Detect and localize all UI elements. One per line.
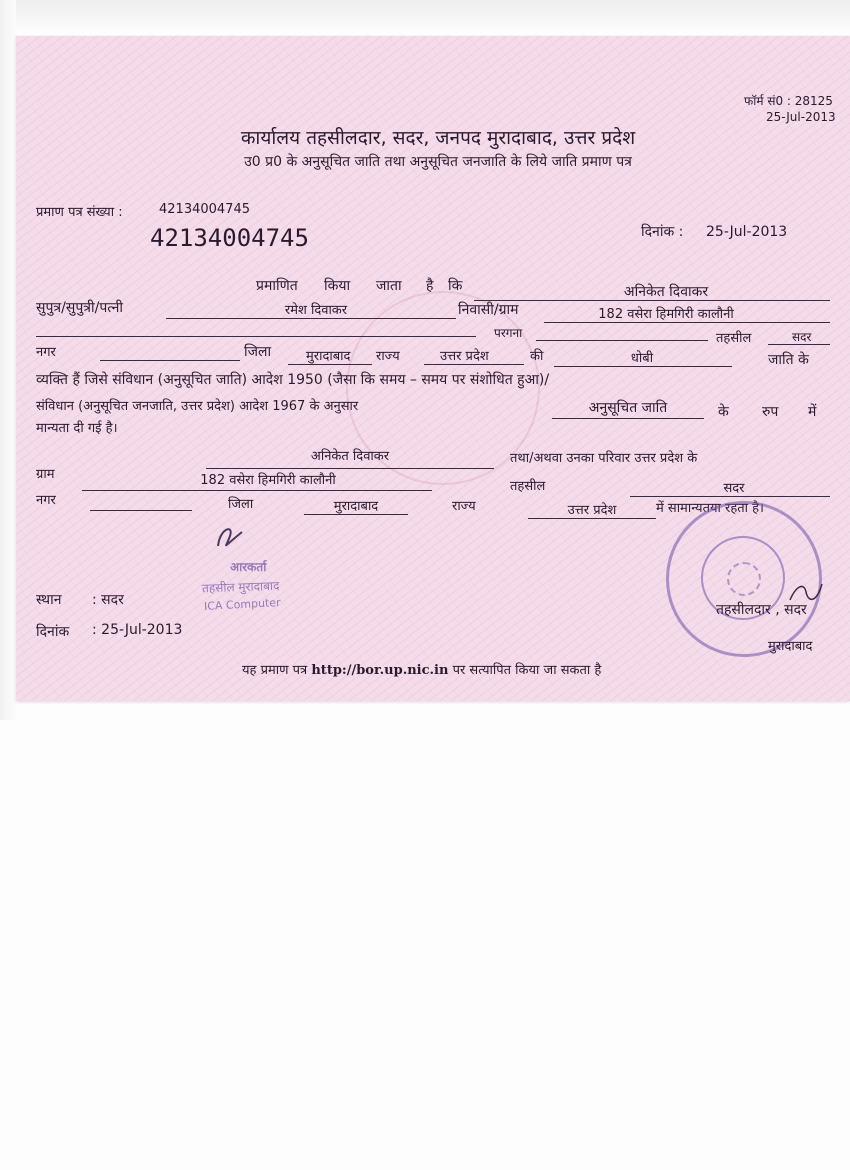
caste-certificate [16, 36, 850, 701]
block2-tehsil: सदर [723, 481, 745, 496]
block2-holder-name: अनिकेत दिवाकर [310, 449, 390, 464]
caste-value: धोबी [630, 351, 654, 366]
text-roop: रुप [762, 404, 779, 420]
rule-village [544, 322, 830, 323]
cert-number-large: 42134004745 [150, 224, 309, 252]
state-value: उत्तर प्रदेश [440, 349, 489, 364]
block2-district-label: जिला [228, 497, 254, 512]
resident-label: निवासी/ग्राम [458, 302, 519, 318]
rule-pargana [536, 340, 708, 341]
rule-block2-nagar [90, 510, 192, 511]
block2-nagar-label: नगर [36, 493, 56, 508]
pargana-label: परगना [494, 326, 523, 340]
footer-date-value: : 25-Jul-2013 [92, 622, 183, 638]
block2-state-label: राज्य [452, 499, 476, 514]
block2-state: उत्तर प्रदेश [567, 503, 617, 518]
verification-url: http://bor.up.nic.in [311, 663, 449, 678]
parent-name: रमेश दिवाकर [284, 303, 348, 318]
rule-blank-1 [36, 336, 476, 337]
rule-holder-name [474, 300, 830, 301]
text-hai: है [426, 278, 434, 294]
signatory-place: मुरादाबाद [768, 639, 813, 654]
office-stamp: आरकर्ता तहसील मुरादाबाद ICA Computer [201, 560, 281, 613]
scan-top-edge [0, 0, 850, 30]
holder-name: अनिकेत दिवाकर [623, 284, 709, 300]
block2-district: मुरादाबाद [333, 499, 379, 514]
rule-parent-name [166, 318, 456, 319]
text-ke: के [718, 404, 729, 420]
block2-tehsil-label: तहसील [510, 479, 546, 494]
office-title: कार्यालय तहसीलदार, सदर, जनपद मुरादाबाद, उत्तर प्रदेश [240, 127, 636, 149]
family-text: तथा/अथवा उनका परिवार उत्तर प्रदेश के [510, 451, 698, 466]
certificate-subtitle: उ0 प्र0 के अनुसूचित जाति तथा अनुसूचित जनजाति के लिये जाति प्रमाण पत्र [244, 154, 632, 170]
text-kiya: किया [324, 278, 351, 294]
rule-block2-state [528, 518, 656, 519]
rule-block2-name [206, 468, 494, 469]
tehsil-value: सदर [792, 330, 812, 344]
cert-number-label: प्रमाण पत्र संख्या : [36, 205, 123, 220]
rule-district [288, 364, 372, 365]
footer-date-label: दिनांक [36, 624, 70, 640]
rule-tehsil [768, 344, 830, 345]
cert-number: 42134004745 [159, 202, 250, 217]
form-number: फॉर्म सं0 : 28125 [744, 94, 833, 108]
date-label: दिनांक : [641, 224, 684, 240]
rule-nagar [100, 360, 240, 361]
scan-left-edge [0, 0, 16, 720]
place-label: स्थान [36, 592, 62, 608]
rule-caste [554, 366, 732, 367]
rule-category [552, 418, 704, 419]
district-value: मुरादाबाद [306, 349, 351, 364]
constitution-order-line: व्यक्ति हैं जिसे संविधान (अनुसूचित जाति) आदेश 1950 (जैसा कि समय – समय पर संशोधित हुआ)/ [36, 372, 550, 388]
tehsil-label: तहसील [716, 331, 752, 346]
tribe-order-line: संविधान (अनुसूचित जनजाति, उत्तर प्रदेश) आदेश 1967 के अनुसार [36, 399, 359, 414]
resides-text: में सामान्यतया रहता है। [656, 501, 764, 516]
form-date: 25-Jul-2013 [766, 110, 836, 124]
block2-village: 182 वसेरा हिमगिरी कालौनी [200, 473, 336, 488]
signatory-title: तहसीलदार , सदर [716, 602, 807, 618]
nagar-label: नगर [36, 345, 56, 360]
relation-label: सुपुत्र/सुपुत्री/पत्नी [36, 300, 123, 316]
rule-state [424, 364, 524, 365]
resident-village: 182 वसेरा हिमगिरी कालौनी [598, 307, 734, 322]
text-ki-2: की [530, 349, 544, 364]
rule-block2-village [82, 490, 432, 491]
verification-note: यह प्रमाण पत्र http://bor.up.nic.in पर सत्यापित किया जा सकता है [242, 663, 602, 678]
place-value: : सदर [92, 592, 124, 608]
date-value: 25-Jul-2013 [706, 224, 788, 240]
recognition-line: मान्यता दी गई है। [36, 421, 118, 436]
stamp-signature-mark [212, 522, 248, 552]
text-pramanit: प्रमाणित [256, 278, 298, 294]
rule-block2-district [304, 514, 408, 515]
gram-label: ग्राम [36, 467, 55, 482]
category-value: अनुसूचित जाति [588, 400, 668, 416]
text-ki: कि [448, 278, 463, 294]
rule-block2-tehsil [630, 496, 830, 497]
text-jata: जाता [376, 278, 402, 294]
caste-suffix: जाति के [768, 352, 809, 368]
state-label: राज्य [376, 349, 400, 364]
district-label: जिला [244, 344, 272, 360]
text-mein: में [808, 404, 817, 420]
